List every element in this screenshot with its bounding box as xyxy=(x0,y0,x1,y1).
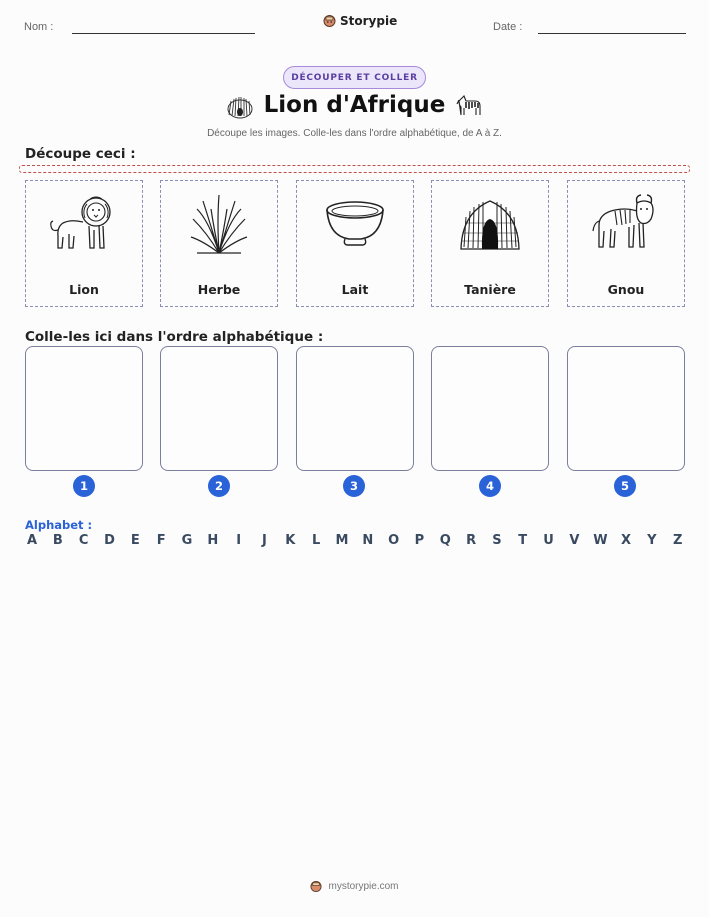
instructions: Découpe les images. Colle-les dans l'ordre alphabétique, de A à Z. xyxy=(207,128,502,139)
alphabet-heading: Alphabet : xyxy=(25,518,93,532)
paste-heading: Colle-les ici dans l'ordre alphabétique : xyxy=(25,329,324,345)
card-label: Lion xyxy=(69,282,99,297)
cut-heading: Découpe ceci : xyxy=(25,146,136,162)
letter: M xyxy=(335,533,349,548)
number-badge-4: 4 xyxy=(479,475,501,497)
milk-bowl-icon xyxy=(323,198,387,248)
card-taniere[interactable] xyxy=(431,180,549,307)
letter: A xyxy=(26,533,38,548)
letter: D xyxy=(104,533,115,548)
letter: R xyxy=(466,533,477,548)
den-icon xyxy=(458,193,522,253)
date-line[interactable] xyxy=(538,33,686,34)
letter: X xyxy=(621,533,632,548)
letter: W xyxy=(593,533,608,548)
letter: G xyxy=(181,533,193,548)
storypie-logo-icon xyxy=(310,880,322,893)
brand xyxy=(323,14,397,28)
number-badge-5: 5 xyxy=(614,475,636,497)
name-label: Nom : xyxy=(24,21,54,33)
letter: N xyxy=(362,533,374,548)
letter: Q xyxy=(439,533,451,548)
brand-name: Storypie xyxy=(340,14,398,28)
footer xyxy=(0,880,709,893)
letter: H xyxy=(207,533,219,548)
letter: P xyxy=(414,533,425,548)
letter: B xyxy=(52,533,63,548)
card-lait[interactable] xyxy=(296,180,414,307)
letter: Y xyxy=(647,533,657,548)
paste-box-5[interactable] xyxy=(567,346,685,471)
wildebeest-icon xyxy=(591,193,661,253)
card-herbe[interactable] xyxy=(160,180,278,307)
paste-box-2[interactable] xyxy=(160,346,278,471)
storypie-logo-icon xyxy=(323,14,336,28)
card-lion[interactable] xyxy=(25,180,143,307)
letter: O xyxy=(388,533,400,548)
letter: K xyxy=(285,533,296,548)
name-line[interactable] xyxy=(72,33,255,34)
card-label: Gnou xyxy=(607,282,645,297)
letter: I xyxy=(236,533,242,548)
date-label: Date : xyxy=(493,21,523,33)
number-badge-1: 1 xyxy=(73,475,95,497)
card-label: Herbe xyxy=(197,282,241,297)
activity-tag: DÉCOUPER ET COLLER xyxy=(283,66,426,89)
card-gnou[interactable] xyxy=(567,180,685,307)
letter: L xyxy=(311,533,321,548)
letter: F xyxy=(156,533,166,548)
number-badge-3: 3 xyxy=(343,475,365,497)
letter: T xyxy=(518,533,528,548)
letter: U xyxy=(543,533,554,548)
zebra-icon xyxy=(455,93,483,119)
card-label: Tanière xyxy=(464,282,516,297)
lion-icon xyxy=(49,192,119,254)
grass-icon xyxy=(189,191,249,255)
paste-box-4[interactable] xyxy=(431,346,549,471)
footer-url[interactable]: mystorypie.com xyxy=(328,881,399,892)
letter: E xyxy=(130,533,140,548)
letter: C xyxy=(78,533,89,548)
paste-box-1[interactable] xyxy=(25,346,143,471)
letter: S xyxy=(492,533,502,548)
paste-box-3[interactable] xyxy=(296,346,414,471)
letter: V xyxy=(569,533,580,548)
card-label: Lait xyxy=(341,282,369,297)
alphabet-row xyxy=(25,533,685,548)
page-title: Lion d'Afrique xyxy=(263,92,446,118)
letter: J xyxy=(262,533,267,548)
letter: Z xyxy=(672,533,683,548)
number-badge-2: 2 xyxy=(208,475,230,497)
cut-line xyxy=(19,165,690,173)
